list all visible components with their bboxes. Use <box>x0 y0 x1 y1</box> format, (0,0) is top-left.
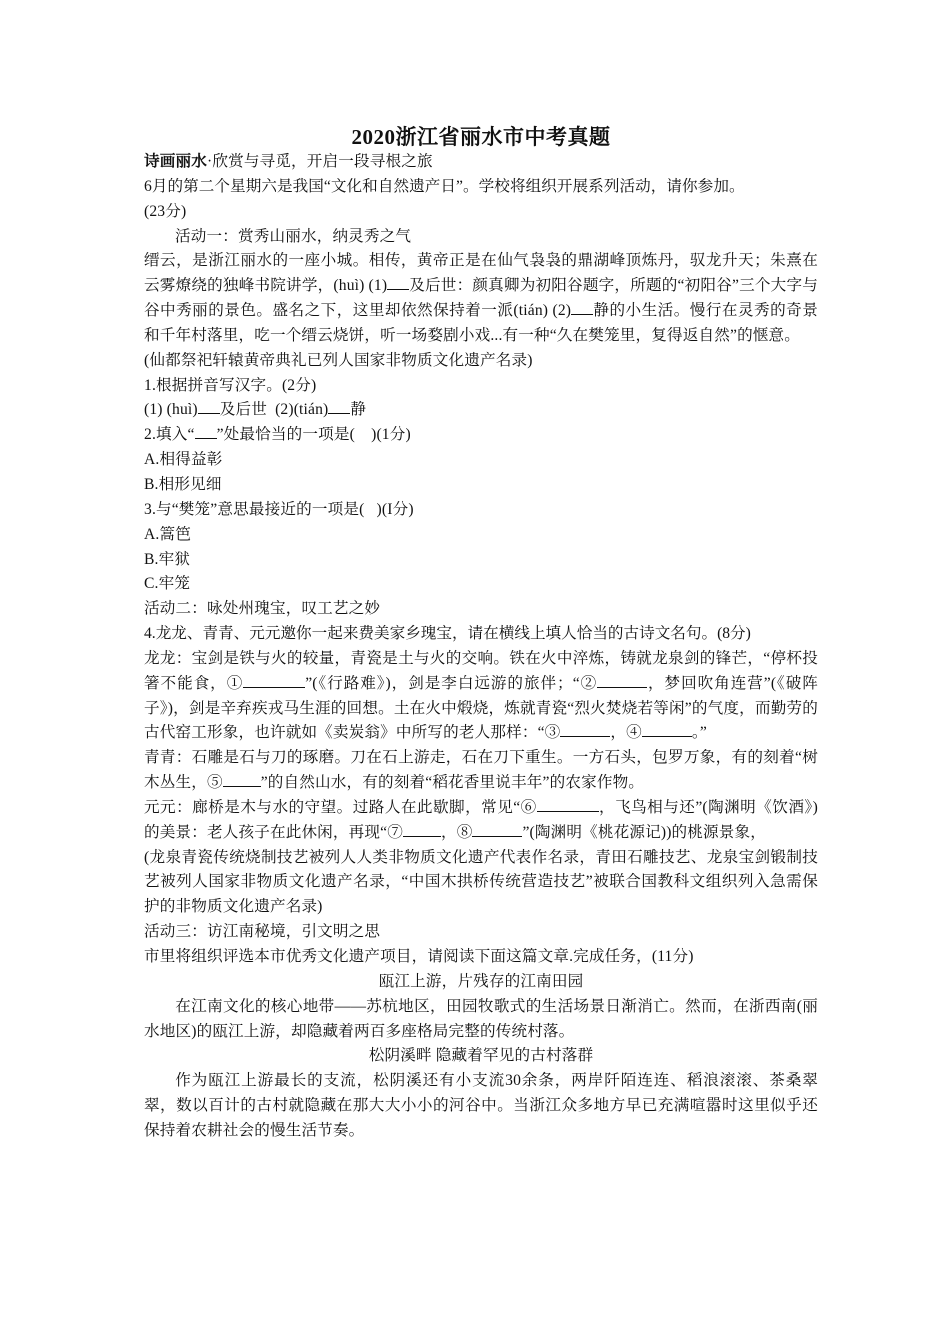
activity1-heading: 活动一：赏秀山丽水，纳灵秀之气 <box>175 227 412 245</box>
q3-stem: 3.与“樊笼”意思最接近的一项是( )(I分) <box>144 500 414 518</box>
q4-blank-2 <box>597 673 647 688</box>
section-lead <box>144 150 818 175</box>
q1-blank-1 <box>198 399 220 414</box>
q4-yuanyuan-d: ”(陶渊明《桃花源记))的桃源景象， <box>522 823 766 841</box>
blank-1 <box>387 275 409 290</box>
q1-items-a: (1) (huì) <box>144 401 198 419</box>
q4-blank-3 <box>560 722 610 737</box>
q2-blank <box>195 424 217 439</box>
q4-yuanyuan-a: 元元：廊桥是木与水的守望。过路人在此歇脚，常见“⑥ <box>144 798 537 816</box>
q2-option-b: B.相形见细 <box>144 475 222 493</box>
document-title: 2020浙江省丽水市中考真题 <box>351 125 611 149</box>
q4-blank-4 <box>642 722 692 737</box>
article-paragraph-1: 在江南文化的核心地带——苏杭地区，田园牧歌式的生活场景日渐消亡。然而，在浙西南(丽水地区)的瓯江上游，却隐藏着两百多座格局完整的传统村落。 <box>144 997 818 1040</box>
q2-stem-b: ”处最恰当的一项是( )(1分) <box>216 426 411 444</box>
q4-longlong-c: ，梦回吹角连营”(《破阵子》)，剑是辛弃疾戎马生涯的回想。土在火中煅烧，炼就青瓷“烈火焚烧若等闲”的气度，而勤劳的古代窑工形象，也许就如《卖炭翁》中所写的老人那样：“③ <box>144 674 818 742</box>
passage-1-part-b: 及后世：颜真卿为初阳谷题字，所题的“初阳谷”三个大字与谷中秀丽的景色。盛名之下，这里却依然保持着一派(tián) (2) <box>144 277 818 320</box>
q1-stem: 1.根据拼音写汉字。(2分) <box>144 376 317 394</box>
document-page <box>144 124 818 1144</box>
intro-line-1: 6月的第二个星期六是我国“文化和自然遗产日”。学校将组织开展系列活动，请你参加。 <box>144 177 745 195</box>
q3-option-b: B.牢狱 <box>144 550 191 568</box>
q4-yuanyuan-b: ，飞鸟相与还”(陶渊明《饮酒》)的美景：老人孩子在此休闲，再现“⑦ <box>144 798 818 841</box>
passage-1 <box>144 249 818 348</box>
q4-longlong-d: ，④ <box>610 724 642 742</box>
q4-blank-5 <box>223 772 261 787</box>
q4-blank-1 <box>243 673 305 688</box>
q2-stem <box>144 423 818 448</box>
note-2: (龙泉青瓷传统烧制技艺被列人人类非物质文化遗产代表作名录，青田石雕技艺、龙泉宝剑锻制技艺被列人国家非物质文化遗产名录，“中国木拱桥传统营造技艺”被联合国教科文组织列入急需保护的非物质文化遗产名录) <box>144 848 818 916</box>
q2-option-a: A.相得益彰 <box>144 451 223 469</box>
article-paragraph-2: 作为瓯江上游最长的支流，松阴溪还有小支流30余条，两岸阡陌连连、稻浪滚滚、茶桑翠翠，数以百计的古村就隐藏在那大大小小的河谷中。当浙江众多地方早已充满喧嚣时这里似乎还保持着农耕社会的慢生活节奏。 <box>144 1072 818 1139</box>
note-1: (仙都祭祀轩辕黄帝典礼已列人国家非物质文化遗产名录) <box>144 351 533 369</box>
passage-1-part-a: 缙云，是浙江丽水的一座小城。相传，黄帝正是在仙气袅袅的鼎湖峰顶炼丹，驭龙升天；朱熹在云雾燎绕的独峰书院讲学，(huì) (1) <box>144 252 818 295</box>
q1-blank-2 <box>328 399 350 414</box>
q4-blank-7 <box>403 822 441 837</box>
q1-items <box>144 398 818 423</box>
q4-longlong <box>144 647 818 746</box>
q1-items-b: 及后世 (2)(tián) <box>219 401 329 419</box>
q4-blank-6 <box>537 797 599 812</box>
q4-qingqing-b: ”的自然山水，有的刻着“稻花香里说丰年”的农家作物。 <box>260 774 645 792</box>
q4-stem: 4.龙龙、青青、元元邀你一起来费美家乡瑰宝，请在横线上填人恰当的古诗文名句。(8分) <box>144 625 751 643</box>
blank-2 <box>571 300 593 315</box>
article-title: 瓯江上游，片残存的江南田园 <box>378 972 584 990</box>
q4-yuanyuan-c: ，⑧ <box>440 823 473 841</box>
q4-longlong-a: 龙龙：宝剑是铁与火的较量，青瓷是土与火的交响。铁在火中淬炼，铸就龙泉剑的锋芒，“停杯投箸不能食，① <box>144 649 818 692</box>
q2-stem-a: 2.填入“ <box>144 426 195 444</box>
q4-longlong-e: 。” <box>691 724 707 742</box>
q4-blank-8 <box>472 822 522 837</box>
activity2-heading: 活动二：咏处州瑰宝，叹工艺之妙 <box>144 600 381 618</box>
q1-items-c: 静 <box>350 401 367 419</box>
q4-yuanyuan <box>144 796 818 846</box>
q3-option-c: C.牢笼 <box>144 575 191 593</box>
passage-1-part-c: 静的小生活。慢行在灵秀的奇景和千年村落里，吃一个缙云烧饼，听一场婺剧小戏...有一种“久在樊笼里，复得返自然”的惬意。 <box>144 302 818 344</box>
intro-line-2: (23分) <box>144 202 187 220</box>
activity3-intro: 市里将组织评选本市优秀文化遗产项目，请阅读下面这篇文章.完成任务，(11分) <box>144 948 694 965</box>
section-lead-rest: ·欣赏与寻觅，开启一段寻根之旅 <box>206 153 433 170</box>
q3-option-a: A.篙笆 <box>144 525 191 543</box>
q4-qingqing-a: 青青：石雕是石与刀的琢磨。刀在石上游走，石在刀下重生。一方石头，包罗万象，有的刻着“树木丛生，⑤ <box>144 749 818 792</box>
q4-qingqing <box>144 746 818 796</box>
q4-longlong-b: ”(《行路难》)，剑是李白远游的旅伴；“② <box>305 674 598 692</box>
section-lead-bold: 诗画丽水 <box>144 153 207 170</box>
activity3-heading: 活动三：访江南秘境，引文明之思 <box>144 923 381 941</box>
article-subtitle: 松阴溪畔 隐藏着罕见的古村落群 <box>368 1047 594 1065</box>
